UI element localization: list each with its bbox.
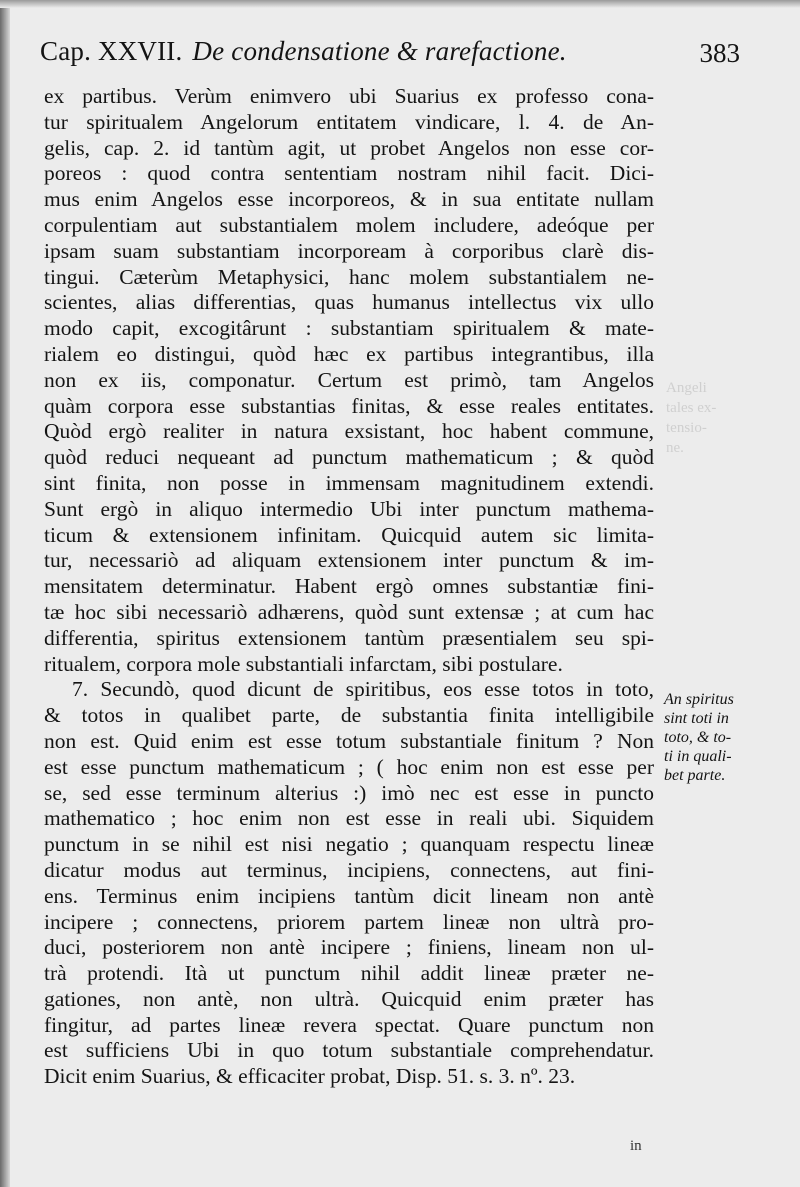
text-line: incipere ; connectens, priorem partem lineæ non ultrà pro- [44,909,654,934]
text-line: ens. Terminus enim incipiens tantùm dicit lineam non antè [44,883,654,908]
paragraph-start-line: 7. Secundò, quod dicunt de spiritibus, eos esse totos in toto, [72,677,654,702]
text-line: ipsam suam substantiam incorpoream à corporibus clarè dis- [44,238,654,263]
text-line: mathematico ; hoc enim non est esse in reali ubi. Siquidem [44,806,654,831]
text-line: corpulentiam aut substantialem molem includere, adeóque per [44,212,654,237]
text-line: Dicit enim Suarius, & efficaciter probat, Disp. 51. s. 3. nº. 23. [44,1064,576,1089]
text-line: est sufficiens Ubi in quo totum substantiale comprehendatur. [44,1038,654,1063]
margin-note-line: sint toti in [664,710,729,727]
catchword: in [630,1138,642,1154]
text-line: rialem eo distingui, quòd hæc ex partibus integrantibus, illa [44,341,654,366]
text-line: non ex iis, componatur. Certum est primò, tam Angelos [44,367,654,392]
text-line: modo capit, excogitârunt : substantiam spiritualem & mate- [44,316,654,341]
text-line: trà protendi. Ità ut punctum nihil addit lineæ præter ne- [44,961,654,986]
text-line: poreos : quod contra sententiam nostram nihil facit. Dici- [44,161,654,186]
text-line: punctum in se nihil est nisi negatio ; quanquam respectu lineæ [44,832,654,857]
text-line: quòd reduci nequeant ad punctum mathematicum ; & quòd [44,445,654,470]
text-line: scientes, alias differentias, quas humanus intellectus vix ullo [44,290,654,315]
text-line: differentia, spiritus extensionem tantùm præsentialem seu spi- [44,625,654,650]
text-line: fingitur, ad partes lineæ revera spectat. Quare punctum non [44,1012,654,1037]
text-line: duci, posteriorem non antè incipere ; finiens, lineam non ul- [44,935,654,960]
margin-note-line: bet parte. [664,767,726,784]
scan-shadow-top [0,0,800,8]
chapter-subject: De condensatione & rarefactione. [192,36,567,66]
text-line: mensitatem determinatur. Habent ergò omnes substantiæ fini- [44,574,654,599]
margin-note-line: An spiritus [664,691,734,708]
chapter-label: Cap. XXVII. [40,36,183,66]
text-line: ex partibus. Verùm enimvero ubi Suarius ex professo cona- [44,84,654,108]
text-line: non est. Quid enim est esse totum substantiale finitum ? Non [44,728,654,753]
margin-note-line: ti in quali- [664,748,732,765]
margin-note-line: toto, & to- [664,729,732,746]
page-header [40,36,740,80]
text-line: sint finita, non posse in immensam magnitudinem extendi. [44,470,654,495]
bleed-through-marginalia: Angeli tales ex- tensio- ne. [666,380,717,456]
text-line: tur, necessariò ad aliquam extensionem inter punctum & im- [44,548,654,573]
text-line: mus enim Angelos esse incorporeos, & in sua entitate nullam [44,187,654,212]
text-line: gationes, non antè, non ultrà. Quicquid enim præter has [44,986,654,1011]
page-number: 383 [699,38,740,68]
text-line: Quòd ergò realiter in natura exsistant, hoc habent commune, [44,419,654,444]
text-line: quàm corpora esse substantias finitas, & esse reales entitates. [44,393,654,418]
body-text [44,84,654,1090]
text-line: ticum & extensionem infinitam. Quicquid autem sic limita- [44,522,654,547]
text-line: est esse punctum mathematicum ; ( hoc enim non est esse per [44,754,654,779]
text-line: tingui. Cæterùm Metaphysici, hanc molem substantialem ne- [44,264,654,289]
scan-shadow-left [0,0,10,1187]
text-line: & totos in qualibet parte, de substantia finita intelligibile [44,703,654,728]
text-line: se, sed esse terminum alterius :) imò nec est esse in puncto [44,780,654,805]
text-line: dicatur modus aut terminus, incipiens, connectens, aut fini- [44,857,654,882]
running-head [40,36,567,67]
text-line: gelis, cap. 2. id tantùm agit, ut probet Angelos non esse cor- [44,135,654,160]
text-line: Sunt ergò in aliquo intermedio Ubi inter punctum mathema- [44,496,654,521]
text-line: tæ hoc sibi necessariò adhærens, quòd sunt extensæ ; at cum hac [44,599,654,624]
margin-note [664,690,782,785]
text-line: tur spiritualem Angelorum entitatem vindicare, l. 4. de An- [44,109,654,134]
text-line: ritualem, corpora mole substantiali infarctam, sibi postulare. [44,651,563,676]
